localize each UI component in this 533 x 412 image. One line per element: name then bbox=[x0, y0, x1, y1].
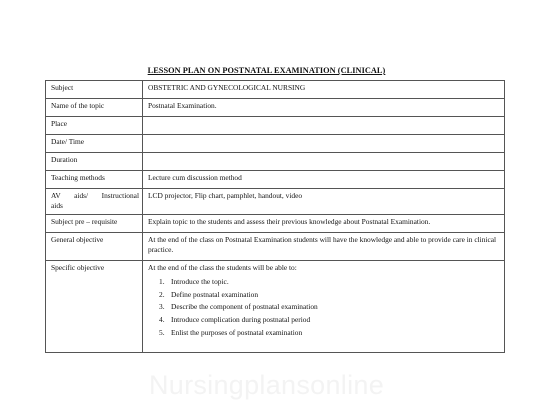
table-row bbox=[46, 117, 505, 135]
list-item-text: Define postnatal examination bbox=[171, 289, 259, 299]
list-item bbox=[159, 278, 501, 286]
list-item-number: 5. bbox=[159, 327, 165, 337]
list-item-number: 4. bbox=[159, 315, 165, 325]
row-value-place bbox=[143, 117, 505, 135]
av-aids-label-line1: AV aids/ Instructional bbox=[51, 191, 139, 200]
list-item-text: Enlist the purposes of postnatal examination bbox=[171, 327, 303, 337]
list-item-text: Introduce the topic. bbox=[171, 277, 229, 286]
table-row bbox=[46, 171, 505, 189]
list-item-number: 1. bbox=[159, 277, 165, 286]
table-row bbox=[46, 153, 505, 171]
row-value-duration bbox=[143, 153, 505, 171]
list-item bbox=[159, 291, 501, 299]
row-label-topic: Name of the topic bbox=[46, 99, 143, 117]
row-label-place: Place bbox=[46, 117, 143, 135]
table-row bbox=[46, 215, 505, 233]
row-value-teaching-methods: Lecture cum discussion method bbox=[143, 171, 505, 189]
table-row bbox=[46, 99, 505, 117]
row-label-general-objective: General objective bbox=[46, 233, 143, 261]
row-value-prerequisite: Explain topic to the students and assess their previous knowledge about Postnatal Examination. bbox=[143, 215, 505, 233]
row-value-specific-objective bbox=[143, 261, 505, 353]
row-label-duration: Duration bbox=[46, 153, 143, 171]
row-label-teaching-methods: Teaching methods bbox=[46, 171, 143, 189]
list-item bbox=[159, 329, 501, 337]
lesson-plan-table bbox=[45, 80, 505, 353]
row-label-prerequisite: Subject pre – requisite bbox=[46, 215, 143, 233]
row-label-av-aids bbox=[46, 189, 143, 215]
table-row bbox=[46, 135, 505, 153]
row-value-datetime bbox=[143, 135, 505, 153]
row-label-specific-objective: Specific objective bbox=[46, 261, 143, 353]
table-row bbox=[46, 81, 505, 99]
row-value-subject: OBSTETRIC AND GYNECOLOGICAL NURSING bbox=[143, 81, 505, 99]
row-value-general-objective: At the end of the class on Postnatal Examination students will have the knowledge and able to provide care in clinical practice. bbox=[143, 233, 505, 261]
row-value-av-aids: LCD projector, Flip chart, pamphlet, handout, video bbox=[143, 189, 505, 215]
list-item-number: 3. bbox=[159, 302, 165, 312]
objectives-list bbox=[148, 278, 501, 337]
av-aids-label-line2: aids bbox=[51, 201, 63, 210]
list-item bbox=[159, 303, 501, 311]
document-title: LESSON PLAN ON POSTNATAL EXAMINATION (CLINICAL) bbox=[147, 66, 386, 75]
table-row bbox=[46, 261, 505, 353]
table-row bbox=[46, 189, 505, 215]
row-label-datetime: Date/ Time bbox=[46, 135, 143, 153]
row-label-subject: Subject bbox=[46, 81, 143, 99]
specific-objective-intro: At the end of the class the students will be able to: bbox=[148, 263, 297, 272]
table-row bbox=[46, 233, 505, 261]
list-item-number: 2. bbox=[159, 289, 165, 299]
list-item bbox=[159, 316, 501, 324]
row-value-topic: Postnatal Examination. bbox=[143, 99, 505, 117]
list-item-text: Describe the component of postnatal examination bbox=[171, 302, 318, 312]
list-item-text: Introduce complication during postnatal period bbox=[171, 315, 311, 325]
watermark: Nursingplansonline bbox=[148, 370, 385, 400]
